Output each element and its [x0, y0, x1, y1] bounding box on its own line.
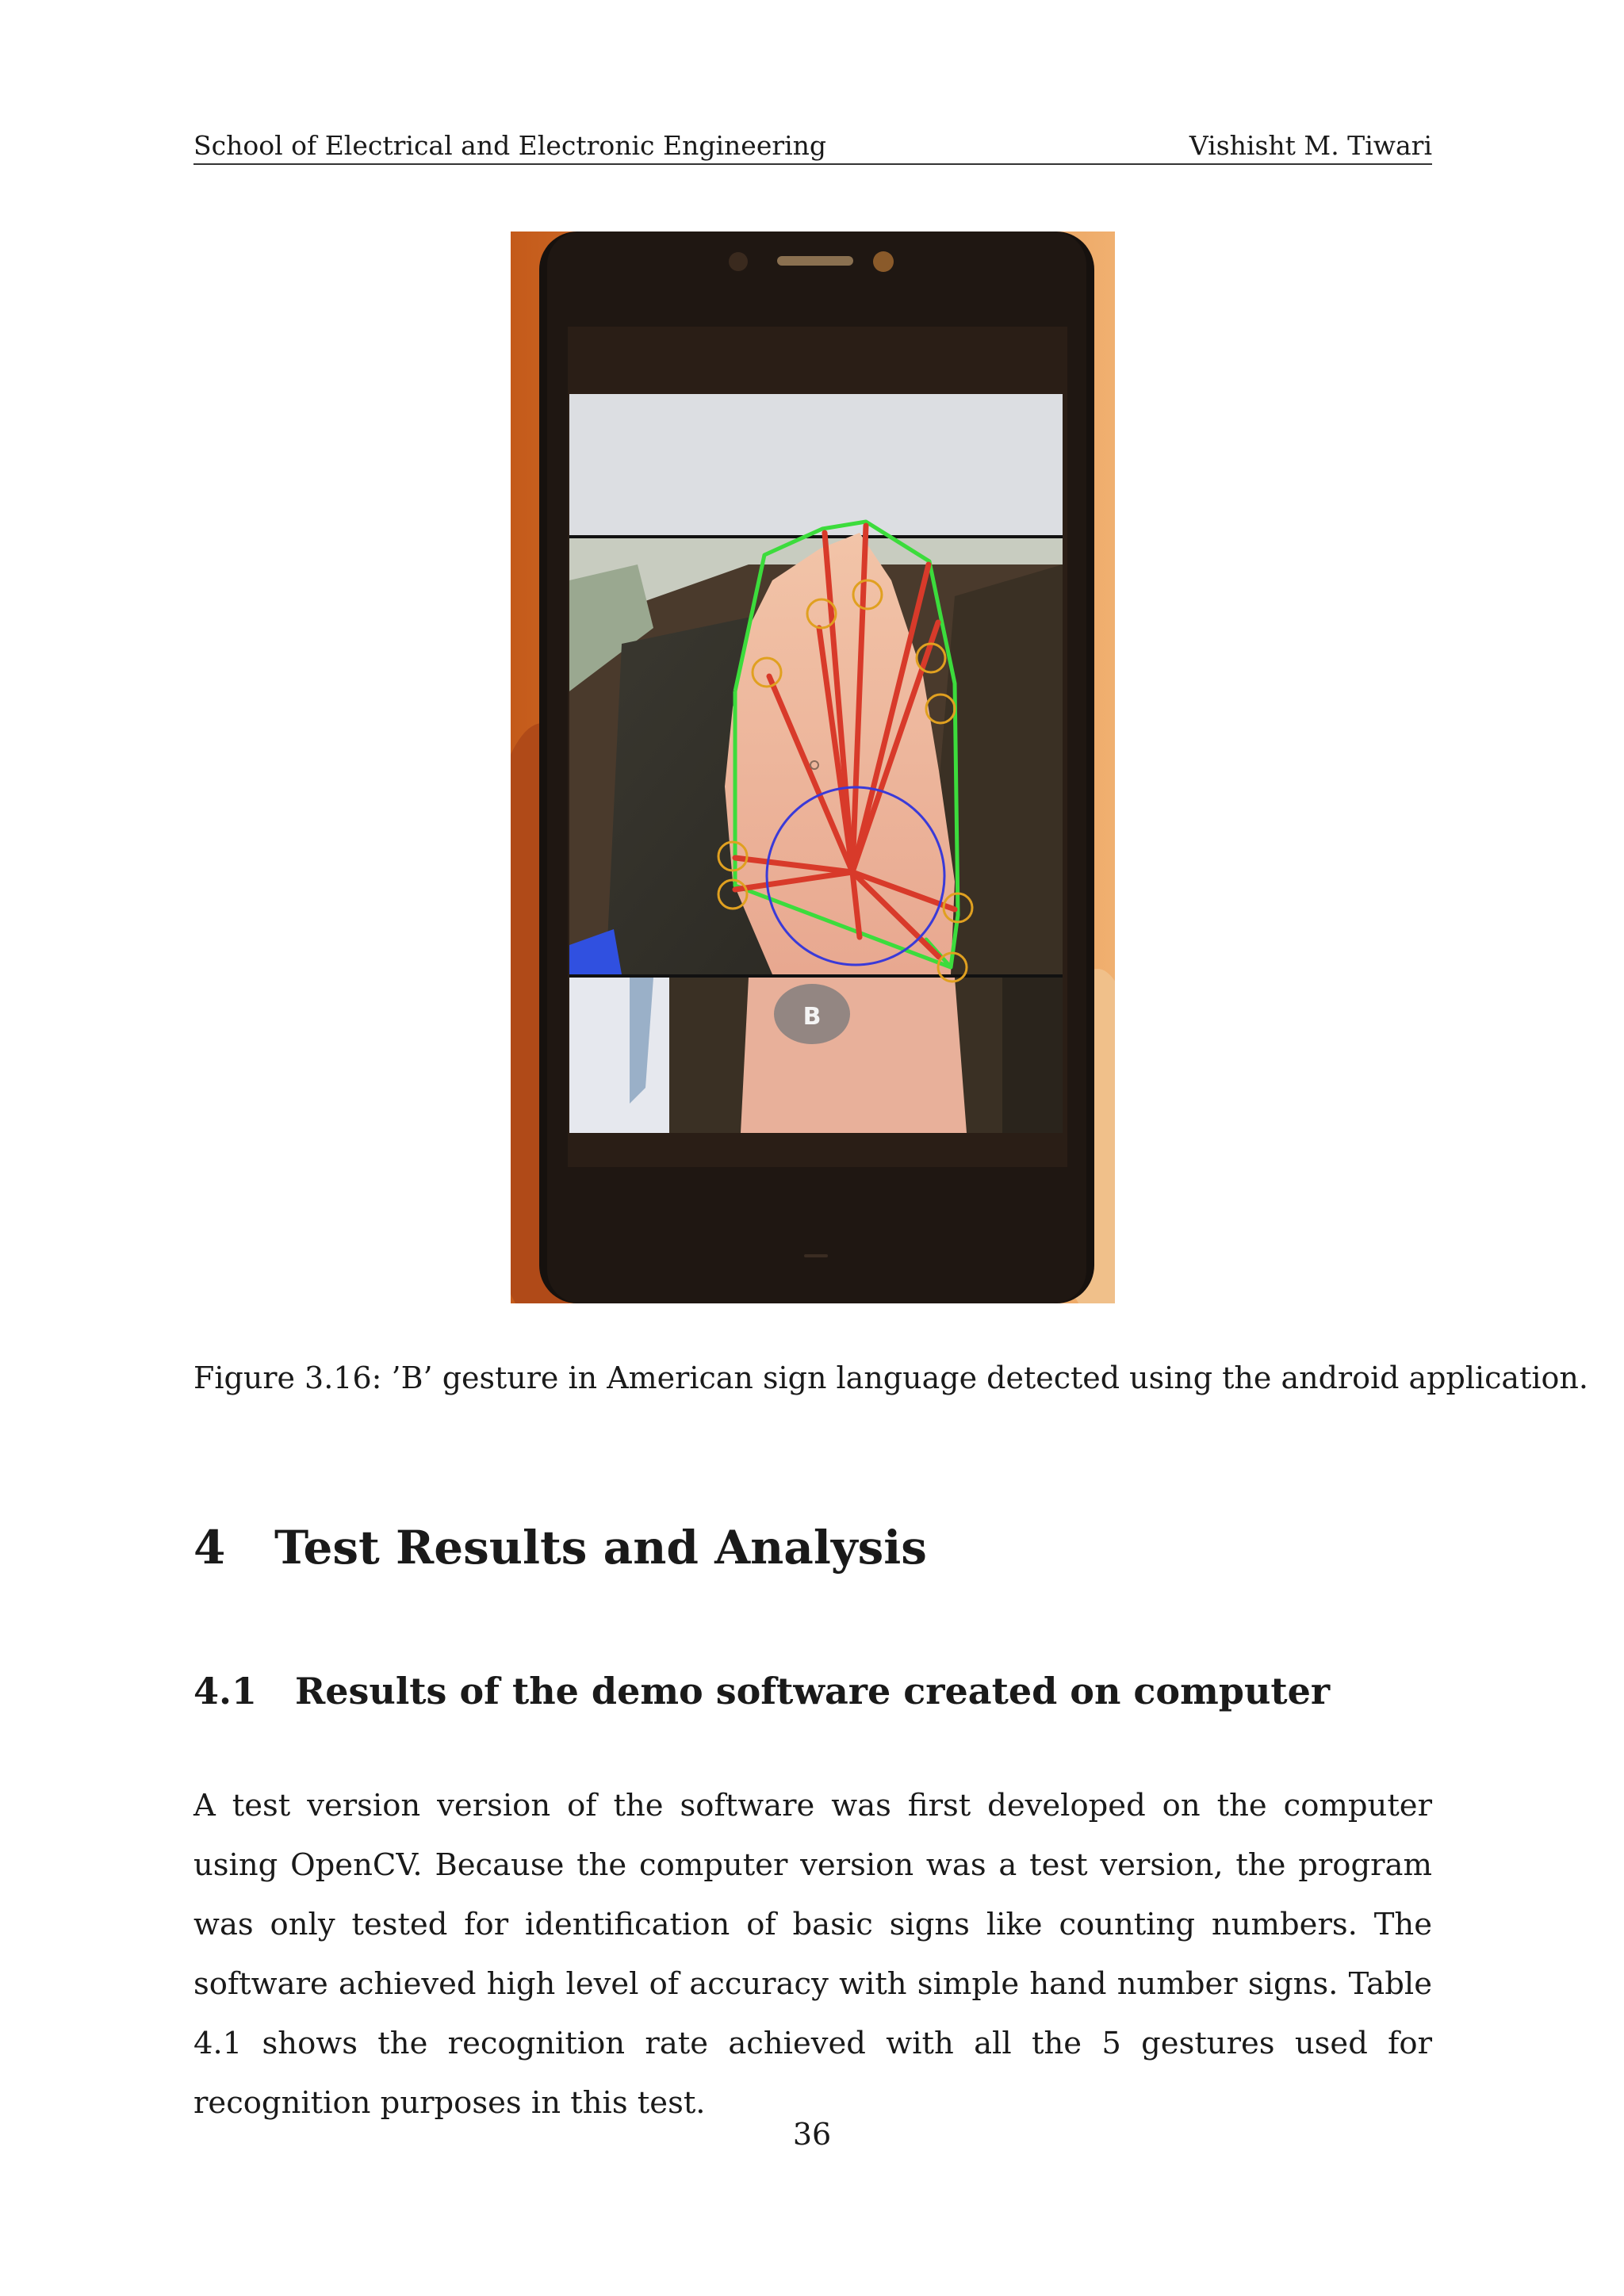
running-header	[193, 127, 1432, 165]
phone-photo-illustration	[511, 232, 1115, 1303]
body-paragraph: A test version version of the software was first developed on the computer using OpenCV. Because the computer version was a test version, the program was only tested for identification of basic signs like counting numbers. The software achieved high level of accuracy with simple hand number signs. Table 4.1 shows the recognition rate achieved with all the 5 gestures used for recognition purposes in this test.	[193, 1788, 1432, 2121]
subsection-title: Results of the demo software created on computer	[295, 1670, 1331, 1712]
header-institution: School of Electrical and Electronic Engineering	[193, 130, 827, 161]
section-heading	[193, 1521, 927, 1575]
figure-caption: Figure 3.16: ’B’ gesture in American sign language detected using the android application.	[193, 1360, 1588, 1395]
section-number: 4	[193, 1521, 226, 1575]
header-author: Vishisht M. Tiwari	[1189, 130, 1432, 161]
figure-phone-photo	[511, 232, 1115, 1303]
subsection-number: 4.1	[193, 1670, 258, 1712]
subsection-heading	[193, 1670, 1330, 1712]
section-title: Test Results and Analysis	[274, 1521, 927, 1575]
gesture-label: B	[802, 1003, 822, 1031]
page-number: 36	[792, 2117, 832, 2152]
